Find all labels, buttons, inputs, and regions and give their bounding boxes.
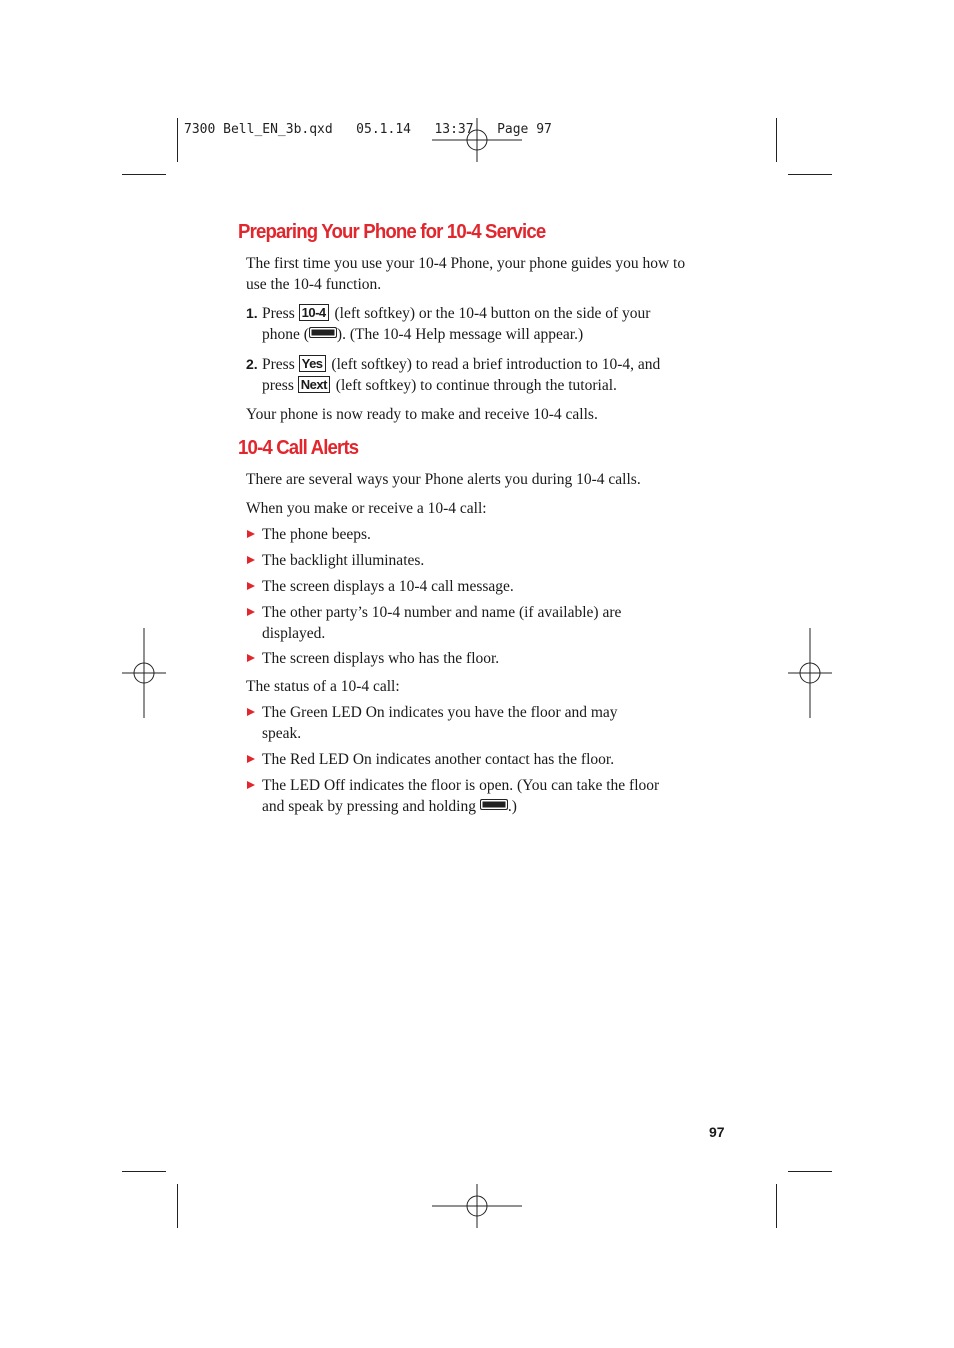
alerts-lead-2: The status of a 10-4 call: <box>246 678 400 695</box>
list-item: The Red LED On indicates another contact has the floor. <box>246 749 691 770</box>
intro-paragraph: The first time you use your 10-4 Phone, your phone guides you how to use the 10-4 function. <box>246 255 686 293</box>
list-item: The backlight illuminates. <box>246 550 691 571</box>
alerts-intro: There are several ways your Phone alerts you during 10-4 calls. <box>246 471 641 488</box>
crop-mark <box>788 174 832 175</box>
step-1: 1. Press 10-4 (left softkey) or the 10-4 button on the side of your phone ( ). (The 10-4 Help message will appear.) <box>246 305 651 343</box>
step-number: 2. <box>246 356 258 372</box>
section-heading-preparing: Preparing Your Phone for 10-4 Service <box>238 221 546 243</box>
registration-mark-bottom <box>432 1184 522 1228</box>
ready-paragraph: Your phone is now ready to make and receive 10-4 calls. <box>246 406 598 423</box>
page-number: 97 <box>709 1124 725 1140</box>
crop-mark <box>788 1171 832 1172</box>
crop-mark <box>776 1184 777 1228</box>
talk-button-icon <box>309 327 337 338</box>
step-2: 2. Press Yes (left softkey) to read a brief introduction to 10-4, and press Next (left softkey) to continue through the tutorial. <box>246 356 661 394</box>
list-item: The screen displays who has the floor. <box>246 648 691 669</box>
section-heading-call-alerts: 10-4 Call Alerts <box>238 437 359 459</box>
list-item: The screen displays a 10-4 call message. <box>246 576 691 597</box>
bullet-arrow-icon <box>247 781 255 789</box>
list-item: The Green LED On indicates you have the floor and may speak. <box>246 702 658 744</box>
softkey-next-label: Next <box>298 376 330 393</box>
bullet-arrow-icon <box>247 654 255 662</box>
bullet-arrow-icon <box>247 608 255 616</box>
crop-mark <box>776 118 777 162</box>
bullet-arrow-icon <box>247 530 255 538</box>
softkey-10-4-label: 10-4 <box>299 304 329 321</box>
bullet-arrow-icon <box>247 556 255 564</box>
crop-mark <box>177 1184 178 1228</box>
bullet-arrow-icon <box>247 708 255 716</box>
step-number: 1. <box>246 305 258 321</box>
registration-mark-left <box>122 628 166 718</box>
registration-mark-right <box>788 628 832 718</box>
list-item: The phone beeps. <box>246 524 691 545</box>
list-item: The LED Off indicates the floor is open. (You can take the floor and speak by pressing and holding .) <box>246 775 666 817</box>
bullet-arrow-icon <box>247 582 255 590</box>
crop-mark <box>177 118 178 162</box>
list-item: The other party’s 10-4 number and name (if available) are displayed. <box>246 602 666 644</box>
bullet-arrow-icon <box>247 755 255 763</box>
talk-button-icon <box>480 799 508 810</box>
softkey-yes-label: Yes <box>299 355 326 372</box>
print-slug: 7300 Bell_EN_3b.qxd 05.1.14 13:37 Page 97 <box>184 122 552 137</box>
crop-mark <box>122 174 166 175</box>
crop-mark <box>122 1171 166 1172</box>
alerts-lead-1: When you make or receive a 10-4 call: <box>246 500 487 517</box>
